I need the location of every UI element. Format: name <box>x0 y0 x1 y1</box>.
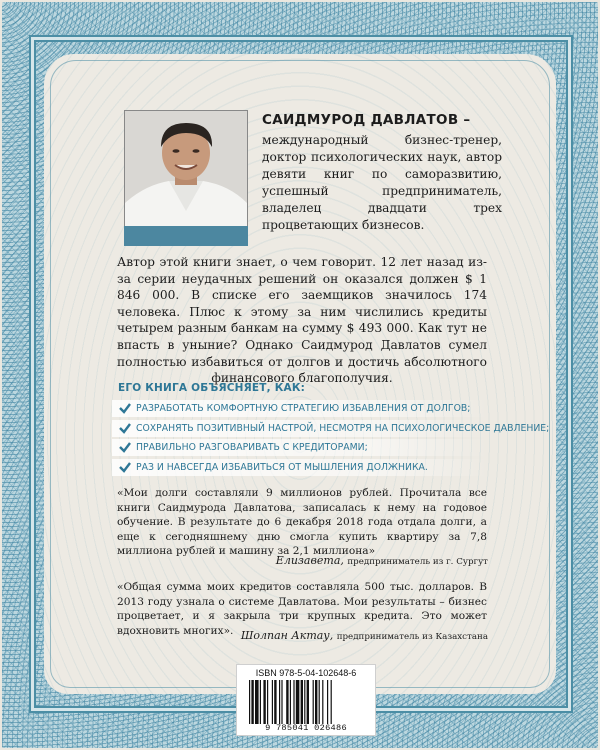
check-icon <box>118 421 132 435</box>
list-item-text: ПРАВИЛЬНО РАЗГОВАРИВАТЬ С КРЕДИТОРАМИ; <box>136 442 368 453</box>
testimonial-role: предприниматель из Казахстана <box>336 632 488 642</box>
list-item <box>112 400 488 417</box>
author-photo <box>124 110 248 228</box>
testimonial-text: «Общая сумма моих кредитов составляла 500 тыс. долларов. В 2013 году узнала о системе Давлатова. Мои результаты – бизнес процветает, и я закрыла три крупных кредита. Это может вдохновить многих». <box>117 581 487 637</box>
testimonial-text: «Мои долги составляли 9 миллионов рублей. Прочитала все книги Саидмурода Давлатова, записалась к нему на годовое обучение. В результате до 6 декабря 2018 года отдала долги, а еще к сегодняшнему дню смогла купить квартиру за 7,8 миллиона рублей и машину за 2,1 миллиона» <box>117 487 487 558</box>
isbn-number: ISBN 978-5-04-102648-6 <box>255 668 357 678</box>
list-item-text: СОХРАНЯТЬ ПОЗИТИВНЫЙ НАСТРОЙ, НЕСМОТРЯ НА ПСИХОЛОГИЧЕСКОЕ ДАВЛЕНИЕ; <box>136 422 550 434</box>
explains-list <box>112 400 550 478</box>
author-name: САИДМУРОД ДАВЛАТОВ – <box>262 112 471 128</box>
explains-heading: ЕГО КНИГА ОБЪЯСНЯЕТ, КАК: <box>118 382 306 394</box>
testimonial-author: Елизавета, <box>275 554 344 567</box>
book-description: Автор этой книги знает, о чем говорит. 12 лет назад из-за серии неудачных решений он оказался должен $ 1 846 000. В списке его заемщиков значилось 174 человека. Плюс к этому за ним числились кредиты четырем разным банкам на сумму $ 493 000. Как тут не впасть в уныние? Однако Саидмурод Давлатов сумел полностью избавиться от долгов и достичь абсолютного финансового благополучия. <box>117 255 487 386</box>
check-icon <box>118 460 132 474</box>
author-portrait-illustration <box>125 111 247 227</box>
photo-accent-bar <box>124 226 248 246</box>
list-item <box>112 420 550 437</box>
testimonial-author: Шолпан Актау, <box>240 629 334 642</box>
testimonial-signature <box>276 554 488 567</box>
list-item <box>112 439 488 456</box>
testimonial-role: предприниматель из г. Сургут <box>347 557 488 567</box>
testimonial-signature <box>241 629 488 642</box>
author-bio: международный бизнес-тренер, доктор психологических наук, автор девяти книг по саморазвитию, успешный предприниматель, владелец двадцати трех процветающих бизнесов. <box>262 133 502 232</box>
list-item <box>112 459 488 476</box>
barcode-bars <box>249 680 363 724</box>
check-icon <box>118 440 132 454</box>
check-icon <box>118 401 132 415</box>
isbn-barcode <box>236 664 376 736</box>
list-item-text: РАЗРАБОТАТЬ КОМФОРТНУЮ СТРАТЕГИЮ ИЗБАВЛЕНИЯ ОТ ДОЛГОВ; <box>136 403 471 414</box>
barcode-digits: 9 785041 026486 <box>265 723 347 733</box>
list-item-text: РАЗ И НАВСЕГДА ИЗБАВИТЬСЯ ОТ МЫШЛЕНИЯ ДОЛЖНИКА. <box>136 461 428 473</box>
